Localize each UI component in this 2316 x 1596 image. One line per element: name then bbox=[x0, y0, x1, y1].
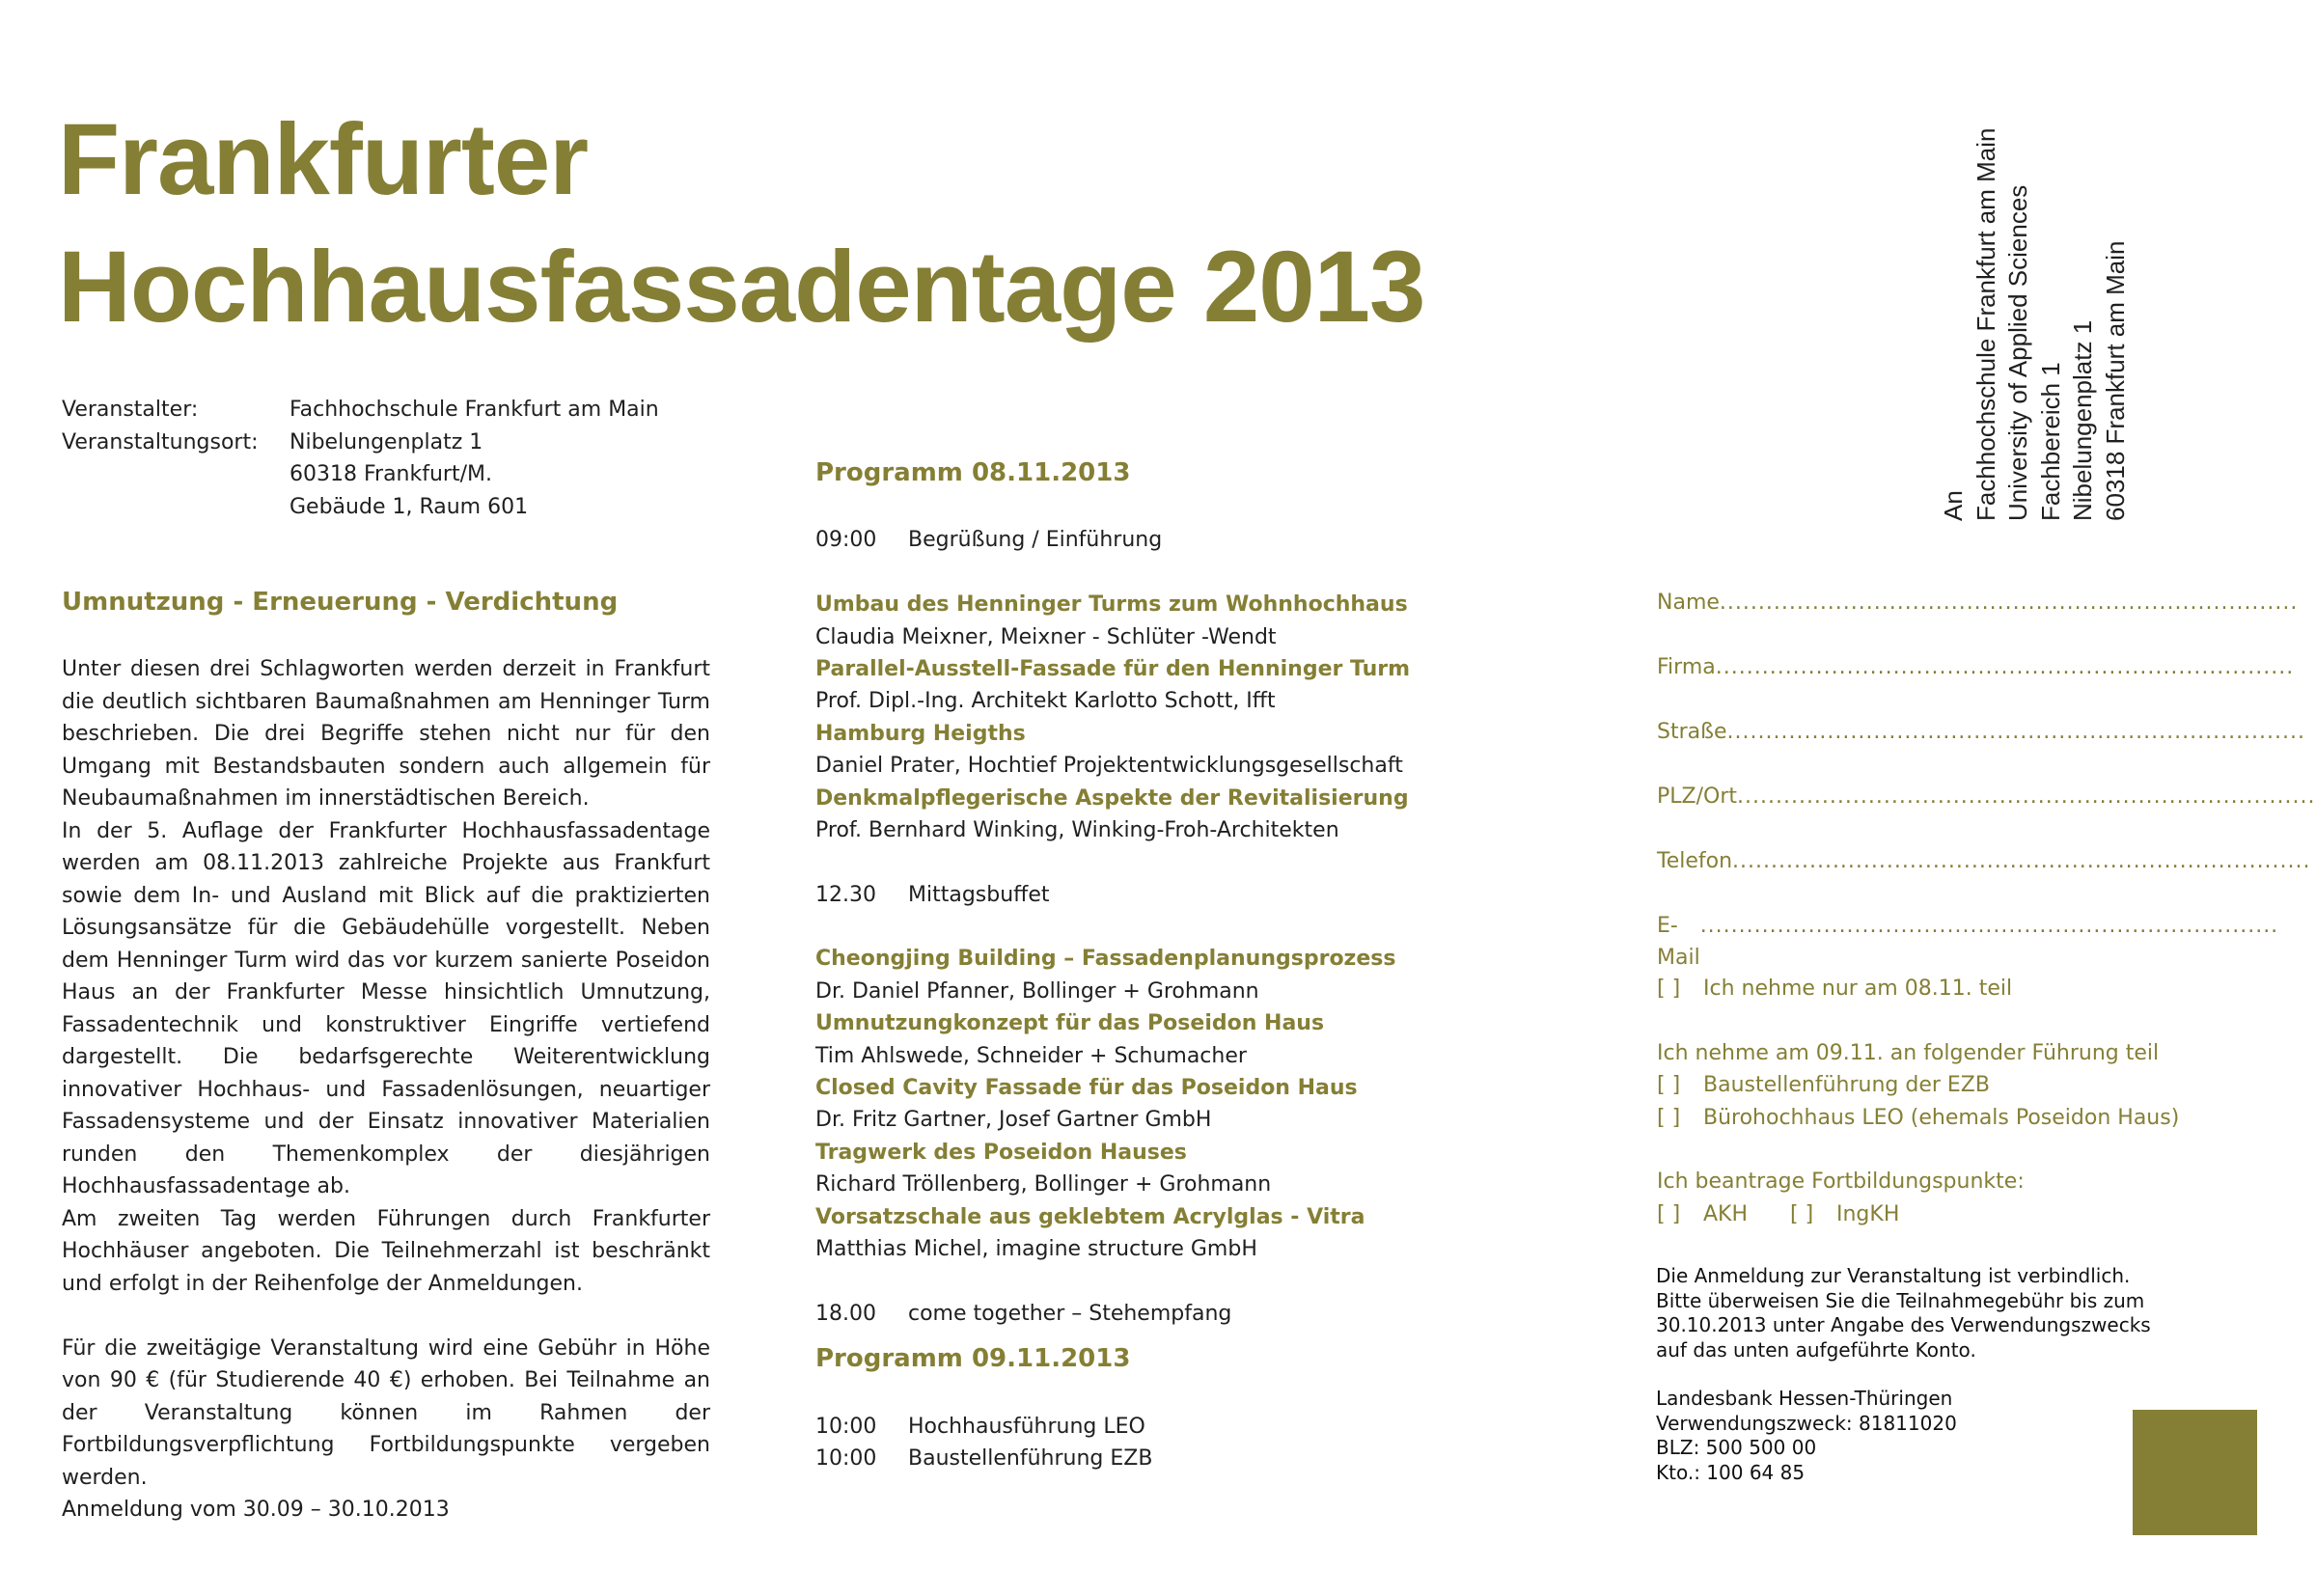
page-title bbox=[58, 96, 1424, 351]
talk-title: Hamburg Heigths bbox=[815, 721, 1026, 746]
talk-speaker: Matthias Michel, imagine structure GmbH bbox=[815, 1236, 1257, 1261]
intro-section bbox=[62, 583, 710, 1527]
program-item: come together – Stehempfang bbox=[908, 1301, 1232, 1326]
only-day1-label: Ich nehme nur am 08.11. teil bbox=[1703, 977, 2013, 1001]
bank-name: Landesbank Hessen-Thüringen bbox=[1656, 1387, 1953, 1410]
form-field-label: Name bbox=[1657, 591, 1720, 615]
tour-leo-label: Bürohochhaus LEO (ehemals Poseidon Haus) bbox=[1703, 1105, 2180, 1130]
program-item: Hochhausführung LEO bbox=[908, 1414, 1145, 1439]
registration-notice bbox=[1656, 1264, 2196, 1485]
talks-morning bbox=[815, 589, 1491, 846]
notice-line: 30.10.2013 unter Angabe des Verwendungszwecks bbox=[1656, 1313, 2151, 1336]
program-day2-heading: Programm 09.11.2013 bbox=[815, 1344, 1131, 1374]
talk-title: Denkmalpflegerische Aspekte der Revitalisierung bbox=[815, 785, 1409, 811]
time: 10:00 bbox=[815, 1414, 877, 1439]
talk-speaker: Daniel Prater, Hochtief Projektentwicklungsgesellschaft bbox=[815, 754, 1403, 779]
ingkh-checkbox[interactable]: [ ] bbox=[1790, 1201, 1814, 1226]
form-field-line[interactable]: ........................................................................... bbox=[1737, 784, 2316, 809]
talk-title: Umbau des Henninger Turms zum Wohnhochhaus bbox=[815, 592, 1408, 618]
talk-title: Umnutzungkonzept für das Poseidon Haus bbox=[815, 1011, 1325, 1036]
talk-title: Closed Cavity Fassade für das Poseidon Haus bbox=[815, 1076, 1358, 1101]
form-field-line[interactable]: ........................................................................... bbox=[1699, 914, 2279, 938]
talk-title: Parallel-Ausstell-Fassade für den Henninger Turm bbox=[815, 656, 1411, 681]
notice-line: Bitte überweisen Sie die Teilnahmegebühr bis zum bbox=[1656, 1288, 2145, 1312]
talk-title: Cheongjing Building – Fassadenplanungsprozess bbox=[815, 947, 1396, 972]
form-field[interactable] bbox=[1657, 910, 2279, 975]
venue-city: 60318 Frankfurt/M. bbox=[290, 462, 492, 486]
recipient-address bbox=[1938, 77, 2132, 521]
talk-speaker: Dr. Fritz Gartner, Josef Gartner GmbH bbox=[815, 1108, 1212, 1133]
intro-heading: Umnutzung - Erneuerung - Verdichtung bbox=[62, 588, 619, 617]
time: 09:00 bbox=[815, 528, 877, 553]
talk-title: Tragwerk des Poseidon Hauses bbox=[815, 1140, 1187, 1165]
bank-purpose: Verwendungszweck: 81811020 bbox=[1656, 1411, 1957, 1435]
intro-paragraph: Unter diesen drei Schlagworten werden derzeit in Frankfurt die deutlich sichtbaren Baumaßnahmen am Henninger Turm beschrieben. Die drei Begriffe stehen nicht nur für den Umgang mit Bestandsbauten sondern auch allgemein für Neubaumaßnahmen im innerstädtischen Bereich. bbox=[62, 657, 710, 811]
talk-speaker: Claudia Meixner, Meixner - Schlüter -Wendt bbox=[815, 624, 1277, 649]
only-day1-checkbox[interactable]: [ ] bbox=[1657, 977, 1681, 1001]
time: 10:00 bbox=[815, 1445, 877, 1471]
corner-block bbox=[2133, 1410, 2257, 1535]
venue-label: Veranstaltungsort: bbox=[62, 429, 259, 454]
address-line: Fachbereich 1 bbox=[2035, 362, 2065, 521]
talk-speaker: Prof. Bernhard Winking, Winking-Froh-Architekten bbox=[815, 817, 1339, 842]
organizer-value: Fachhochschule Frankfurt am Main bbox=[290, 398, 659, 422]
form-field[interactable] bbox=[1657, 781, 2316, 845]
venue-room: Gebäude 1, Raum 601 bbox=[290, 494, 529, 519]
intro-paragraph: In der 5. Auflage der Frankfurter Hochhausfassadentage werden am 08.11.2013 zahlreiche Projekte aus Frankfurt sowie dem In- und Ausland mit Blick auf die praktizierten Lösungsansätze für die Gebäudehülle vorgestellt. Neben dem Henninger Turm wird das vor kurzem sanierte Poseidon Haus an der Frankfurter Messe hinsichtlich Umnutzung, Fassadentechnik und konstruktiver Eingriffe vertiefend dargestellt. Die bedarfsgerechte Weiterentwicklung innovativer Hochhaus- und Fassadenlösungen, neuartiger Fassadensysteme und der Einsatz innovativer Materialien runden den Themenkomplex der diesjährigen Hochhausfassadentage ab. bbox=[62, 818, 710, 1198]
program-day1-heading: Programm 08.11.2013 bbox=[815, 458, 1131, 487]
venue-street: Nibelungenplatz 1 bbox=[290, 429, 483, 454]
organizer-info bbox=[62, 394, 659, 523]
form-field-label: Telefon bbox=[1657, 849, 1733, 873]
ingkh-label: IngKH bbox=[1836, 1201, 1900, 1226]
points-heading: Ich beantrage Fortbildungspunkte: bbox=[1657, 1169, 2025, 1194]
program-item: Begrüßung / Einführung bbox=[908, 528, 1163, 553]
form-field-label: Straße bbox=[1657, 720, 1727, 744]
talk-title: Vorsatzschale aus geklebtem Acrylglas - Vitra bbox=[815, 1204, 1365, 1229]
bank-blz: BLZ: 500 500 00 bbox=[1656, 1436, 1817, 1459]
time: 18.00 bbox=[815, 1301, 876, 1326]
address-line: 60318 Frankfurt am Main bbox=[2100, 240, 2130, 521]
title-line-2: Hochhausfassadentage 2013 bbox=[58, 231, 1425, 344]
akh-label: AKH bbox=[1703, 1201, 1749, 1226]
registration-form bbox=[1657, 587, 2316, 1230]
notice-line: auf das unten aufgeführte Konto. bbox=[1656, 1337, 1976, 1362]
address-line: Nibelungenplatz 1 bbox=[2068, 319, 2097, 521]
tour-ezb-checkbox[interactable]: [ ] bbox=[1657, 1073, 1681, 1097]
title-line-1: Frankfurter bbox=[58, 103, 589, 216]
organizer-label: Veranstalter: bbox=[62, 398, 199, 422]
talk-speaker: Tim Ahlswede, Schneider + Schumacher bbox=[815, 1043, 1247, 1068]
form-field-label: PLZ/Ort bbox=[1657, 784, 1737, 809]
address-line: An bbox=[1939, 490, 1968, 521]
tour-heading: Ich nehme am 09.11. an folgender Führung teil bbox=[1657, 1040, 2160, 1065]
form-field-line[interactable]: ........................................................................... bbox=[1715, 655, 2295, 679]
form-field[interactable] bbox=[1657, 651, 2295, 716]
address-line: University of Applied Sciences bbox=[2003, 184, 2032, 521]
form-field-label: E-Mail bbox=[1657, 914, 1700, 970]
talk-speaker: Richard Tröllenberg, Bollinger + Grohmann bbox=[815, 1172, 1272, 1197]
program-item: Baustellenführung EZB bbox=[908, 1445, 1153, 1471]
talk-speaker: Dr. Daniel Pfanner, Bollinger + Grohmann bbox=[815, 978, 1259, 1004]
talks-afternoon bbox=[815, 943, 1491, 1265]
address-line: Fachhochschule Frankfurt am Main bbox=[1971, 127, 2000, 521]
talk-speaker: Prof. Dipl.-Ing. Architekt Karlotto Schott, Ifft bbox=[815, 689, 1276, 714]
akh-checkbox[interactable]: [ ] bbox=[1657, 1201, 1681, 1226]
bank-account: Kto.: 100 64 85 bbox=[1656, 1460, 1806, 1484]
notice-line: Die Anmeldung zur Veranstaltung ist verbindlich. bbox=[1656, 1264, 2131, 1287]
form-field-line[interactable]: ........................................................................... bbox=[1719, 591, 2299, 615]
tour-leo-checkbox[interactable]: [ ] bbox=[1657, 1105, 1681, 1130]
program-section bbox=[815, 454, 1491, 1474]
form-field-line[interactable]: ........................................................................... bbox=[1732, 849, 2311, 873]
tour-ezb-label: Baustellenführung der EZB bbox=[1703, 1073, 1990, 1097]
program-item: Mittagsbuffet bbox=[908, 882, 1050, 907]
fee-paragraph: Für die zweitägige Veranstaltung wird eine Gebühr in Höhe von 90 € (für Studierende 40 €) erhoben. Bei Teilnahme an der Veranstaltung können im Rahmen der Fortbildungsverpflichtung Fortbildungspunkte vergeben werden. bbox=[62, 1335, 710, 1490]
form-field-label: Firma bbox=[1657, 655, 1716, 679]
form-field[interactable] bbox=[1657, 716, 2306, 781]
time: 12.30 bbox=[815, 882, 876, 907]
registration-period: Anmeldung vom 30.09 – 30.10.2013 bbox=[62, 1498, 450, 1522]
form-field[interactable] bbox=[1657, 587, 2299, 651]
form-field-line[interactable]: ........................................................................... bbox=[1726, 720, 2306, 744]
intro-paragraph: Am zweiten Tag werden Führungen durch Frankfurter Hochhäuser angeboten. Die Teilnehmerzahl ist beschränkt und erfolgt in der Reihenfolge der Anmeldungen. bbox=[62, 1206, 710, 1296]
form-field[interactable] bbox=[1657, 845, 2311, 910]
